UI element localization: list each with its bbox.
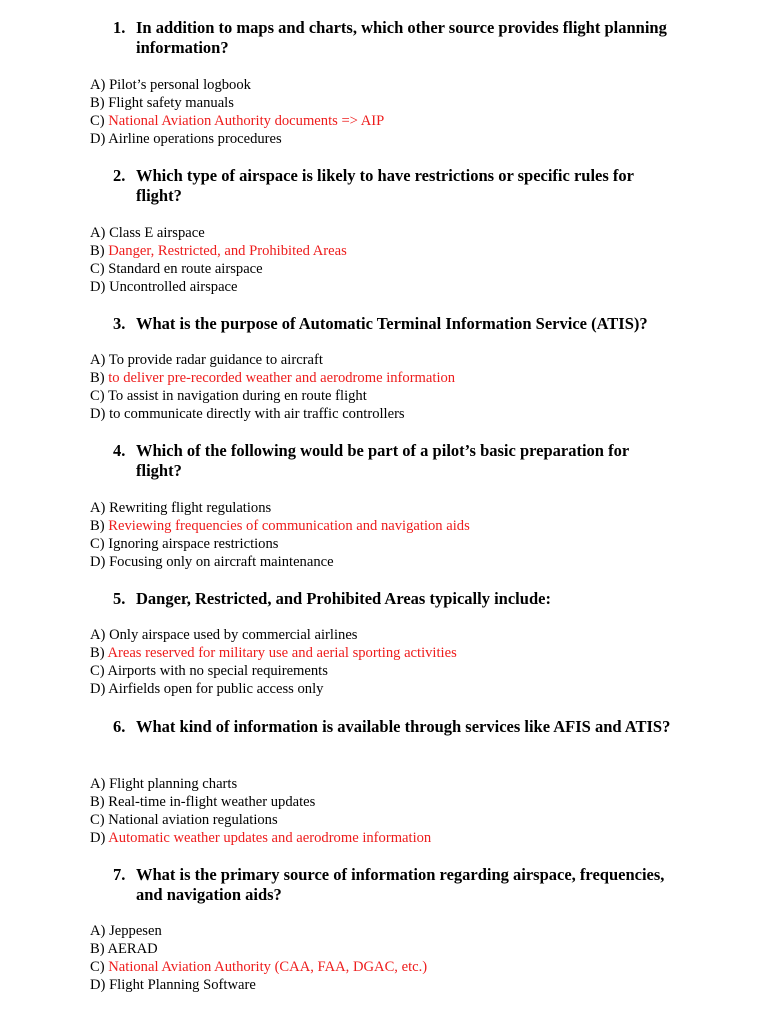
option-letter: B) <box>90 645 105 661</box>
correct-answer-text: Danger, Restricted, and Prohibited Areas <box>108 243 347 259</box>
option-d <box>90 680 730 698</box>
option-letter: D) <box>90 406 106 422</box>
option-letter: D) <box>90 977 106 993</box>
question-number: 3. <box>113 314 126 333</box>
option-text: Jeppesen <box>109 923 162 939</box>
correct-answer-text: Areas reserved for military use and aerial sporting activities <box>107 645 457 661</box>
option-letter: D) <box>90 681 106 697</box>
options-list <box>90 922 730 994</box>
option-letter: B) <box>90 370 105 386</box>
question-number: 7. <box>113 865 126 884</box>
option-letter: B) <box>90 95 105 111</box>
option-letter: D) <box>90 554 106 570</box>
options-list <box>90 76 730 148</box>
option-text: Standard en route airspace <box>108 261 263 277</box>
option-text: Ignoring airspace restrictions <box>108 536 279 552</box>
question-text: Which of the following would be part of a pilot’s basic preparation for flight? <box>136 441 629 480</box>
option-letter: A) <box>90 500 106 516</box>
option-a <box>90 224 730 242</box>
question-heading <box>113 441 673 481</box>
option-d <box>90 278 730 296</box>
option-a <box>90 351 730 369</box>
option-letter: A) <box>90 776 106 792</box>
option-letter: C) <box>90 388 105 404</box>
option-letter: D) <box>90 830 106 846</box>
option-text: National aviation regulations <box>108 812 278 828</box>
option-text: Airfields open for public access only <box>108 681 324 697</box>
option-c <box>90 260 730 278</box>
option-text: Only airspace used by commercial airlines <box>109 627 358 643</box>
option-letter: C) <box>90 812 105 828</box>
option-text: Uncontrolled airspace <box>109 279 238 295</box>
option-a <box>90 76 730 94</box>
option-text: Focusing only on aircraft maintenance <box>109 554 334 570</box>
option-letter: C) <box>90 663 105 679</box>
options-list <box>90 626 730 698</box>
option-text: Real-time in-flight weather updates <box>108 794 316 810</box>
option-a <box>90 626 730 644</box>
option-c <box>90 958 730 976</box>
option-text: Flight planning charts <box>109 776 238 792</box>
option-c <box>90 535 730 553</box>
option-letter: A) <box>90 923 106 939</box>
option-text: Flight safety manuals <box>108 95 234 111</box>
option-b <box>90 644 730 662</box>
options-list <box>90 351 730 423</box>
option-letter: C) <box>90 113 105 129</box>
option-letter: B) <box>90 794 105 810</box>
correct-answer-text: National Aviation Authority (CAA, FAA, DGAC, etc.) <box>108 959 428 975</box>
option-d <box>90 829 730 847</box>
option-a <box>90 499 730 517</box>
option-text: Class E airspace <box>109 225 205 241</box>
option-letter: B) <box>90 941 105 957</box>
option-letter: C) <box>90 536 105 552</box>
option-c <box>90 112 730 130</box>
option-c <box>90 662 730 680</box>
question-heading <box>113 18 673 58</box>
correct-answer-text: to deliver pre-recorded weather and aerodrome information <box>108 370 456 386</box>
option-a <box>90 922 730 940</box>
question-text: Danger, Restricted, and Prohibited Areas typically include: <box>136 589 551 608</box>
option-d <box>90 405 730 423</box>
question-number: 2. <box>113 166 126 185</box>
question-text: What is the primary source of information regarding airspace, frequencies, and navigation aids? <box>136 865 665 904</box>
question-heading <box>113 717 673 737</box>
option-d <box>90 130 730 148</box>
option-c <box>90 811 730 829</box>
option-text: Pilot’s personal logbook <box>109 77 251 93</box>
option-b <box>90 517 730 535</box>
option-b <box>90 940 730 958</box>
question-number: 1. <box>113 18 126 37</box>
option-d <box>90 976 730 994</box>
options-list <box>90 499 730 571</box>
option-letter: C) <box>90 261 105 277</box>
question-number: 6. <box>113 717 126 736</box>
option-letter: B) <box>90 518 105 534</box>
option-text: Flight Planning Software <box>109 977 256 993</box>
correct-answer-text: Reviewing frequencies of communication and navigation aids <box>108 518 470 534</box>
option-text: Airports with no special requirements <box>107 663 328 679</box>
option-letter: A) <box>90 77 106 93</box>
options-list <box>90 224 730 296</box>
question-text: What is the purpose of Automatic Terminal Information Service (ATIS)? <box>136 314 648 333</box>
correct-answer-text: Automatic weather updates and aerodrome information <box>108 830 432 846</box>
option-letter: B) <box>90 243 105 259</box>
option-letter: A) <box>90 352 106 368</box>
options-list <box>90 775 730 847</box>
question-heading <box>113 166 673 206</box>
option-letter: A) <box>90 225 106 241</box>
option-a <box>90 775 730 793</box>
option-b <box>90 94 730 112</box>
question-text: In addition to maps and charts, which other source provides flight planning information? <box>136 18 667 57</box>
question-text: Which type of airspace is likely to have restrictions or specific rules for flight? <box>136 166 634 205</box>
option-letter: D) <box>90 279 106 295</box>
option-text: To assist in navigation during en route flight <box>107 388 367 404</box>
question-number: 5. <box>113 589 126 608</box>
option-text: To provide radar guidance to aircraft <box>108 352 323 368</box>
question-heading <box>113 314 673 334</box>
option-letter: D) <box>90 131 106 147</box>
option-b <box>90 242 730 260</box>
option-letter: A) <box>90 627 106 643</box>
option-letter: C) <box>90 959 105 975</box>
option-text: to communicate directly with air traffic controllers <box>109 406 405 422</box>
option-b <box>90 793 730 811</box>
question-heading <box>113 589 673 609</box>
question-number: 4. <box>113 441 126 460</box>
option-text: AERAD <box>107 941 158 957</box>
option-b <box>90 369 730 387</box>
option-d <box>90 553 730 571</box>
question-heading <box>113 865 673 905</box>
option-c <box>90 387 730 405</box>
correct-answer-text: National Aviation Authority documents => AIP <box>108 113 385 129</box>
option-text: Rewriting flight regulations <box>109 500 272 516</box>
option-text: Airline operations procedures <box>108 131 282 147</box>
question-text: What kind of information is available through services like AFIS and ATIS? <box>136 717 671 736</box>
